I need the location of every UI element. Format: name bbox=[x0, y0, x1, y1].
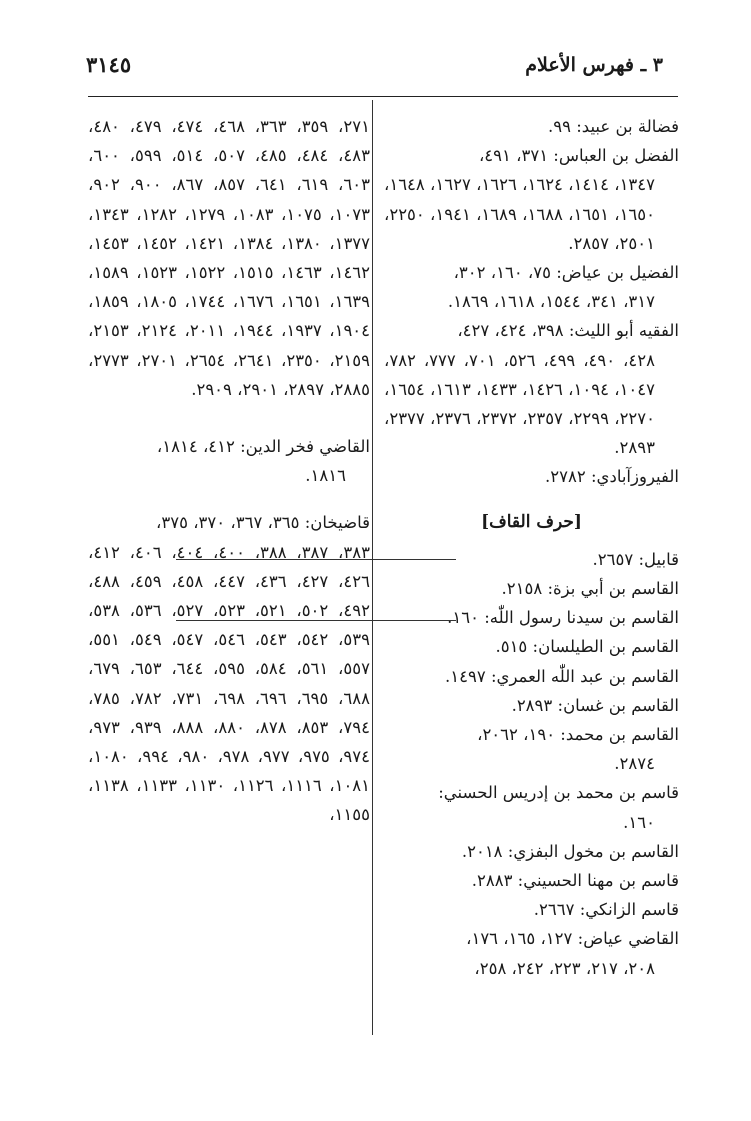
index-entry bbox=[384, 112, 679, 141]
entry-head: القاضي عياض: ١٢٧، ١٦٥، ١٧٦، bbox=[466, 929, 679, 949]
entry-pages: ١٨١٦. bbox=[305, 466, 346, 486]
entry-head: القاسم بن مخول البفزي: ٢٠١٨. bbox=[461, 841, 679, 861]
index-entry bbox=[384, 720, 679, 778]
index-entry bbox=[384, 141, 679, 258]
entry-pages: ٢٨٧٤. bbox=[614, 754, 655, 774]
index-entry bbox=[384, 662, 679, 691]
index-entry bbox=[384, 866, 679, 895]
running-title: ٣ ـ فهرس الأعلام bbox=[525, 54, 663, 76]
entries-group-qaf bbox=[384, 545, 679, 983]
entry-head: قاضيخان: ٣٦٥، ٣٦٧، ٣٧٠، ٣٧٥، bbox=[156, 513, 370, 533]
entry-head: الفيروزآبادي: ٢٧٨٢. bbox=[545, 467, 679, 487]
index-entry bbox=[384, 895, 679, 924]
index-entry bbox=[384, 837, 679, 866]
spacer bbox=[88, 404, 370, 432]
entry-head: القاسم بن عبد اللّٰه العمري: ١٤٩٧. bbox=[445, 666, 679, 686]
left-column bbox=[88, 112, 370, 830]
entry-separator bbox=[176, 559, 456, 560]
header-rule bbox=[88, 96, 678, 97]
index-entry bbox=[384, 258, 679, 316]
index-entry bbox=[88, 508, 370, 829]
entry-head: قاسم بن مهنا الحسيني: ٢٨٨٣. bbox=[471, 871, 679, 891]
entry-pages: ١٦٠. bbox=[623, 812, 655, 832]
entry-pages: ١٣٤٧، ١٤١٤، ١٦٢٤، ١٦٢٦، ١٦٢٧، ١٦٤٨، ١٦٥٠، ١٦٥١، ١٦٨٨، ١٦٨٩، ١٩٤١، ٢٢٥٠، ٢٥٠١، ٢٨٥٧. bbox=[384, 175, 656, 253]
entry-pages: ٣١٧، ٣٤١، ١٥٤٤، ١٦١٨، ١٨٦٩. bbox=[447, 292, 655, 312]
index-entry bbox=[384, 691, 679, 720]
entry-head: القاسم بن محمد: ١٩٠، ٢٠٦٢، bbox=[477, 725, 679, 745]
entry-pages: ٣٨٣، ٣٨٧، ٣٨٨، ٤٠٠، ٤٠٤، ٤٠٦، ٤١٢، ٤٢٦، ٤٢٧، ٤٣٦، ٤٤٧، ٤٥٨، ٤٥٩، ٤٨٨، ٤٩٢، ٥٠٢، ٥٢١، ٥٢٣، ٥٢٧، ٥٣٦، ٥٣٨، ٥٣٩، ٥٤٢، ٥٤٣، ٥٤٦، ٥٤٧، ٥٤٩، ٥٥١، ٥٥٧، ٥٦١، ٥٨٤، ٥٩٥، ٦٤٤، ٦٥٣، ٦٧٩، ٦٨٨، ٦٩٥، ٦٩٦، ٦٩٨، ٧٣١، ٧٨٢، ٧٨٥، ٧٩٤، ٨٥٣، ٨٧٨، ٨٨٠، ٨٨٨، ٩٣٩، ٩٧٣، ٩٧٤، ٩٧٥، ٩٧٧، ٩٧٨، ٩٨٠، ٩٩٤، ١٠٨٠، ١٠٨١، ١١١٦، ١١٢٦، ١١٣٠، ١١٣٣، ١١٣٨، ١١٥٥، bbox=[88, 542, 371, 825]
index-entry bbox=[384, 574, 679, 603]
index-entry bbox=[88, 432, 370, 490]
index-entry bbox=[384, 603, 679, 632]
index-entry-continuation bbox=[88, 112, 370, 404]
entries-group-fa bbox=[384, 112, 679, 492]
entry-head: قاسم بن محمد بن إدريس الحسني: bbox=[438, 783, 679, 803]
index-entry bbox=[384, 462, 679, 491]
entry-head: الفضل بن العباس: ٣٧١، ٤٩١، bbox=[478, 146, 679, 166]
entry-head: القاسم بن سيدنا رسول اللّٰه: ١٦٠. bbox=[447, 608, 679, 628]
entry-head: القاسم بن أبي بزة: ٢١٥٨. bbox=[501, 579, 679, 599]
column-separator bbox=[372, 100, 373, 1035]
entry-head: الفقيه أبو الليث: ٣٩٨، ٤٢٤، ٤٢٧، bbox=[457, 321, 679, 341]
entry-pages: ٢٠٨، ٢١٧، ٢٢٣، ٢٤٢، ٢٥٨، bbox=[474, 958, 655, 978]
section-title: [حرف القاف] bbox=[481, 511, 582, 532]
entry-separator bbox=[176, 620, 456, 621]
index-entry bbox=[384, 316, 679, 462]
index-entry bbox=[384, 924, 679, 982]
entry-head: القاسم بن الطيلسان: ٥١٥. bbox=[495, 637, 679, 657]
spacer bbox=[88, 490, 370, 508]
entry-head: القاضي فخر الدين: ٤١٢، ١٨١٤، bbox=[156, 437, 370, 457]
entry-head: فضالة بن عبيد: ٩٩. bbox=[548, 117, 679, 136]
right-column bbox=[384, 112, 679, 983]
entry-head: القاسم بن غسان: ٢٨٩٣. bbox=[511, 695, 679, 715]
page-number: ٣١٤٥ bbox=[86, 52, 132, 77]
entry-pages: ٤٢٨، ٤٩٠، ٤٩٩، ٥٢٦، ٧٠١، ٧٧٧، ٧٨٢، ١٠٤٧، ١٠٩٤، ١٤٢٦، ١٤٣٣، ١٦١٣، ١٦٥٤، ٢٢٧٠، ٢٢٩٩، ٢٣٥٧، ٢٣٧٢، ٢٣٧٦، ٢٣٧٧، ٢٨٩٣. bbox=[384, 350, 656, 458]
entry-head: قاسم الزانكي: ٢٦٦٧. bbox=[533, 900, 679, 920]
index-entry bbox=[384, 632, 679, 661]
entry-head: قابيل: ٢٦٥٧. bbox=[592, 549, 679, 569]
entry-head: الفضيل بن عياض: ٧٥، ١٦٠، ٣٠٢، bbox=[453, 263, 679, 283]
entry-pages: ٢٧١، ٣٥٩، ٣٦٣، ٤٦٨، ٤٧٤، ٤٧٩، ٤٨٠، ٤٨٣، ٤٨٤، ٤٨٥، ٥٠٧، ٥١٤، ٥٩٩، ٦٠٠، ٦٠٣، ٦١٩، ٦٤١، ٨٥٧، ٨٦٧، ٩٠٠، ٩٠٢، ١٠٧٣، ١٠٧٥، ١٠٨٣، ١٢٧٩، ١٢٨٢، ١٣٤٣، ١٣٧٧، ١٣٨٠، ١٣٨٤، ١٤٢١، ١٤٥٢، ١٤٥٣، ١٤٦٢، ١٤٦٣، ١٥١٥، ١٥٢٢، ١٥٢٣، ١٥٨٩، ١٦٣٩، ١٦٥١، ١٦٧٦، ١٧٤٤، ١٨٠٥، ١٨٥٩، ١٩٠٤، ١٩٣٧، ١٩٤٤، ٢٠١١، ٢١٢٤، ٢١٥٣، ٢١٥٩، ٢٣٥٠، ٢٦٤١، ٢٦٥٤، ٢٧٠١، ٢٧٧٣، ٢٨٨٥، ٢٨٩٧، ٢٩٠١، ٢٩٠٩. bbox=[88, 117, 371, 399]
index-entry bbox=[384, 778, 679, 836]
